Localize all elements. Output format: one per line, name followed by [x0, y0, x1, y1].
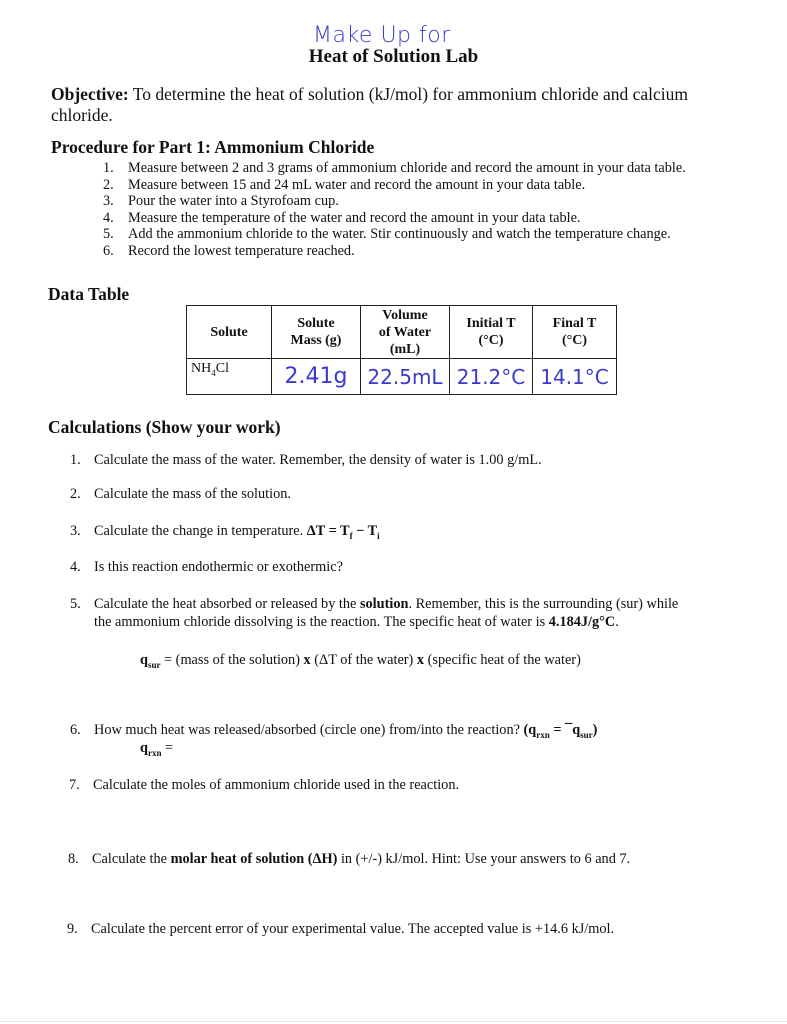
step-number: 6. — [103, 242, 114, 259]
step-text: Pour the water into a Styrofoam cup. — [128, 193, 339, 210]
step-text: Measure between 15 and 24 mL water and record the amount in your data table. — [128, 176, 586, 193]
procedure-heading: Procedure for Part 1: Ammonium Chloride — [51, 137, 375, 157]
cell-initial-temp: 21.2°C — [450, 359, 533, 395]
page-title: Heat of Solution Lab — [308, 46, 479, 67]
procedure-step — [103, 226, 686, 243]
objective — [51, 84, 741, 126]
objective-text: To determine the heat of solution (kJ/mol) for ammonium chloride and calcium chloride. — [51, 84, 689, 125]
cell-mass: 2.41g — [272, 359, 361, 395]
header-solute: Solute — [187, 306, 272, 359]
cell-solute: $NH_4Cl$ — [187, 359, 272, 395]
header-volume: Volume of Water (mL) — [361, 306, 450, 359]
objective-label: Objective: — [51, 84, 129, 104]
calculations-heading: Calculations (Show your work) — [48, 417, 281, 437]
step-number: 3. — [103, 193, 114, 210]
table-header-row — [187, 306, 617, 359]
data-table — [186, 305, 617, 395]
header-solute-mass: Solute Mass (g) — [272, 306, 361, 359]
step-text: Add the ammonium chloride to the water. Stir continuously and watch the temperature change. — [128, 226, 671, 243]
cell-volume: 22.5mL — [361, 359, 450, 395]
procedure-step — [103, 243, 686, 260]
table-row — [187, 359, 617, 395]
procedure-step — [103, 210, 686, 227]
scan-edge-divider — [0, 1021, 787, 1022]
q-rxn-answer-line: $q_{rxn}$ = — [140, 740, 174, 758]
header-final-temp: Final T (°C) — [533, 306, 617, 359]
cell-final-temp: 14.1°C — [533, 359, 617, 395]
handwritten-makeup-note: Make Up for — [313, 23, 451, 48]
header-initial-temp: Initial T (°C) — [450, 306, 533, 359]
procedure-step — [103, 160, 686, 177]
step-number: 1. — [103, 160, 114, 176]
data-table-heading: Data Table — [48, 284, 130, 304]
step-number: 4. — [103, 209, 114, 226]
step-number: 2. — [103, 176, 114, 193]
procedure-steps — [103, 160, 686, 260]
step-text: Measure the temperature of the water and record the amount in your data table. — [128, 209, 581, 226]
procedure-step — [103, 193, 686, 210]
step-number: 5. — [103, 226, 114, 243]
step-text: Record the lowest temperature reached. — [128, 242, 355, 259]
heat-formula: $q_{sur}$ = (mass of the solution) x (ΔT of the water) x (specific heat of the water) — [140, 652, 581, 670]
procedure-step — [103, 177, 686, 194]
step-text: Measure between 2 and 3 grams of ammonium chloride and record the amount in your data table. — [128, 160, 686, 176]
